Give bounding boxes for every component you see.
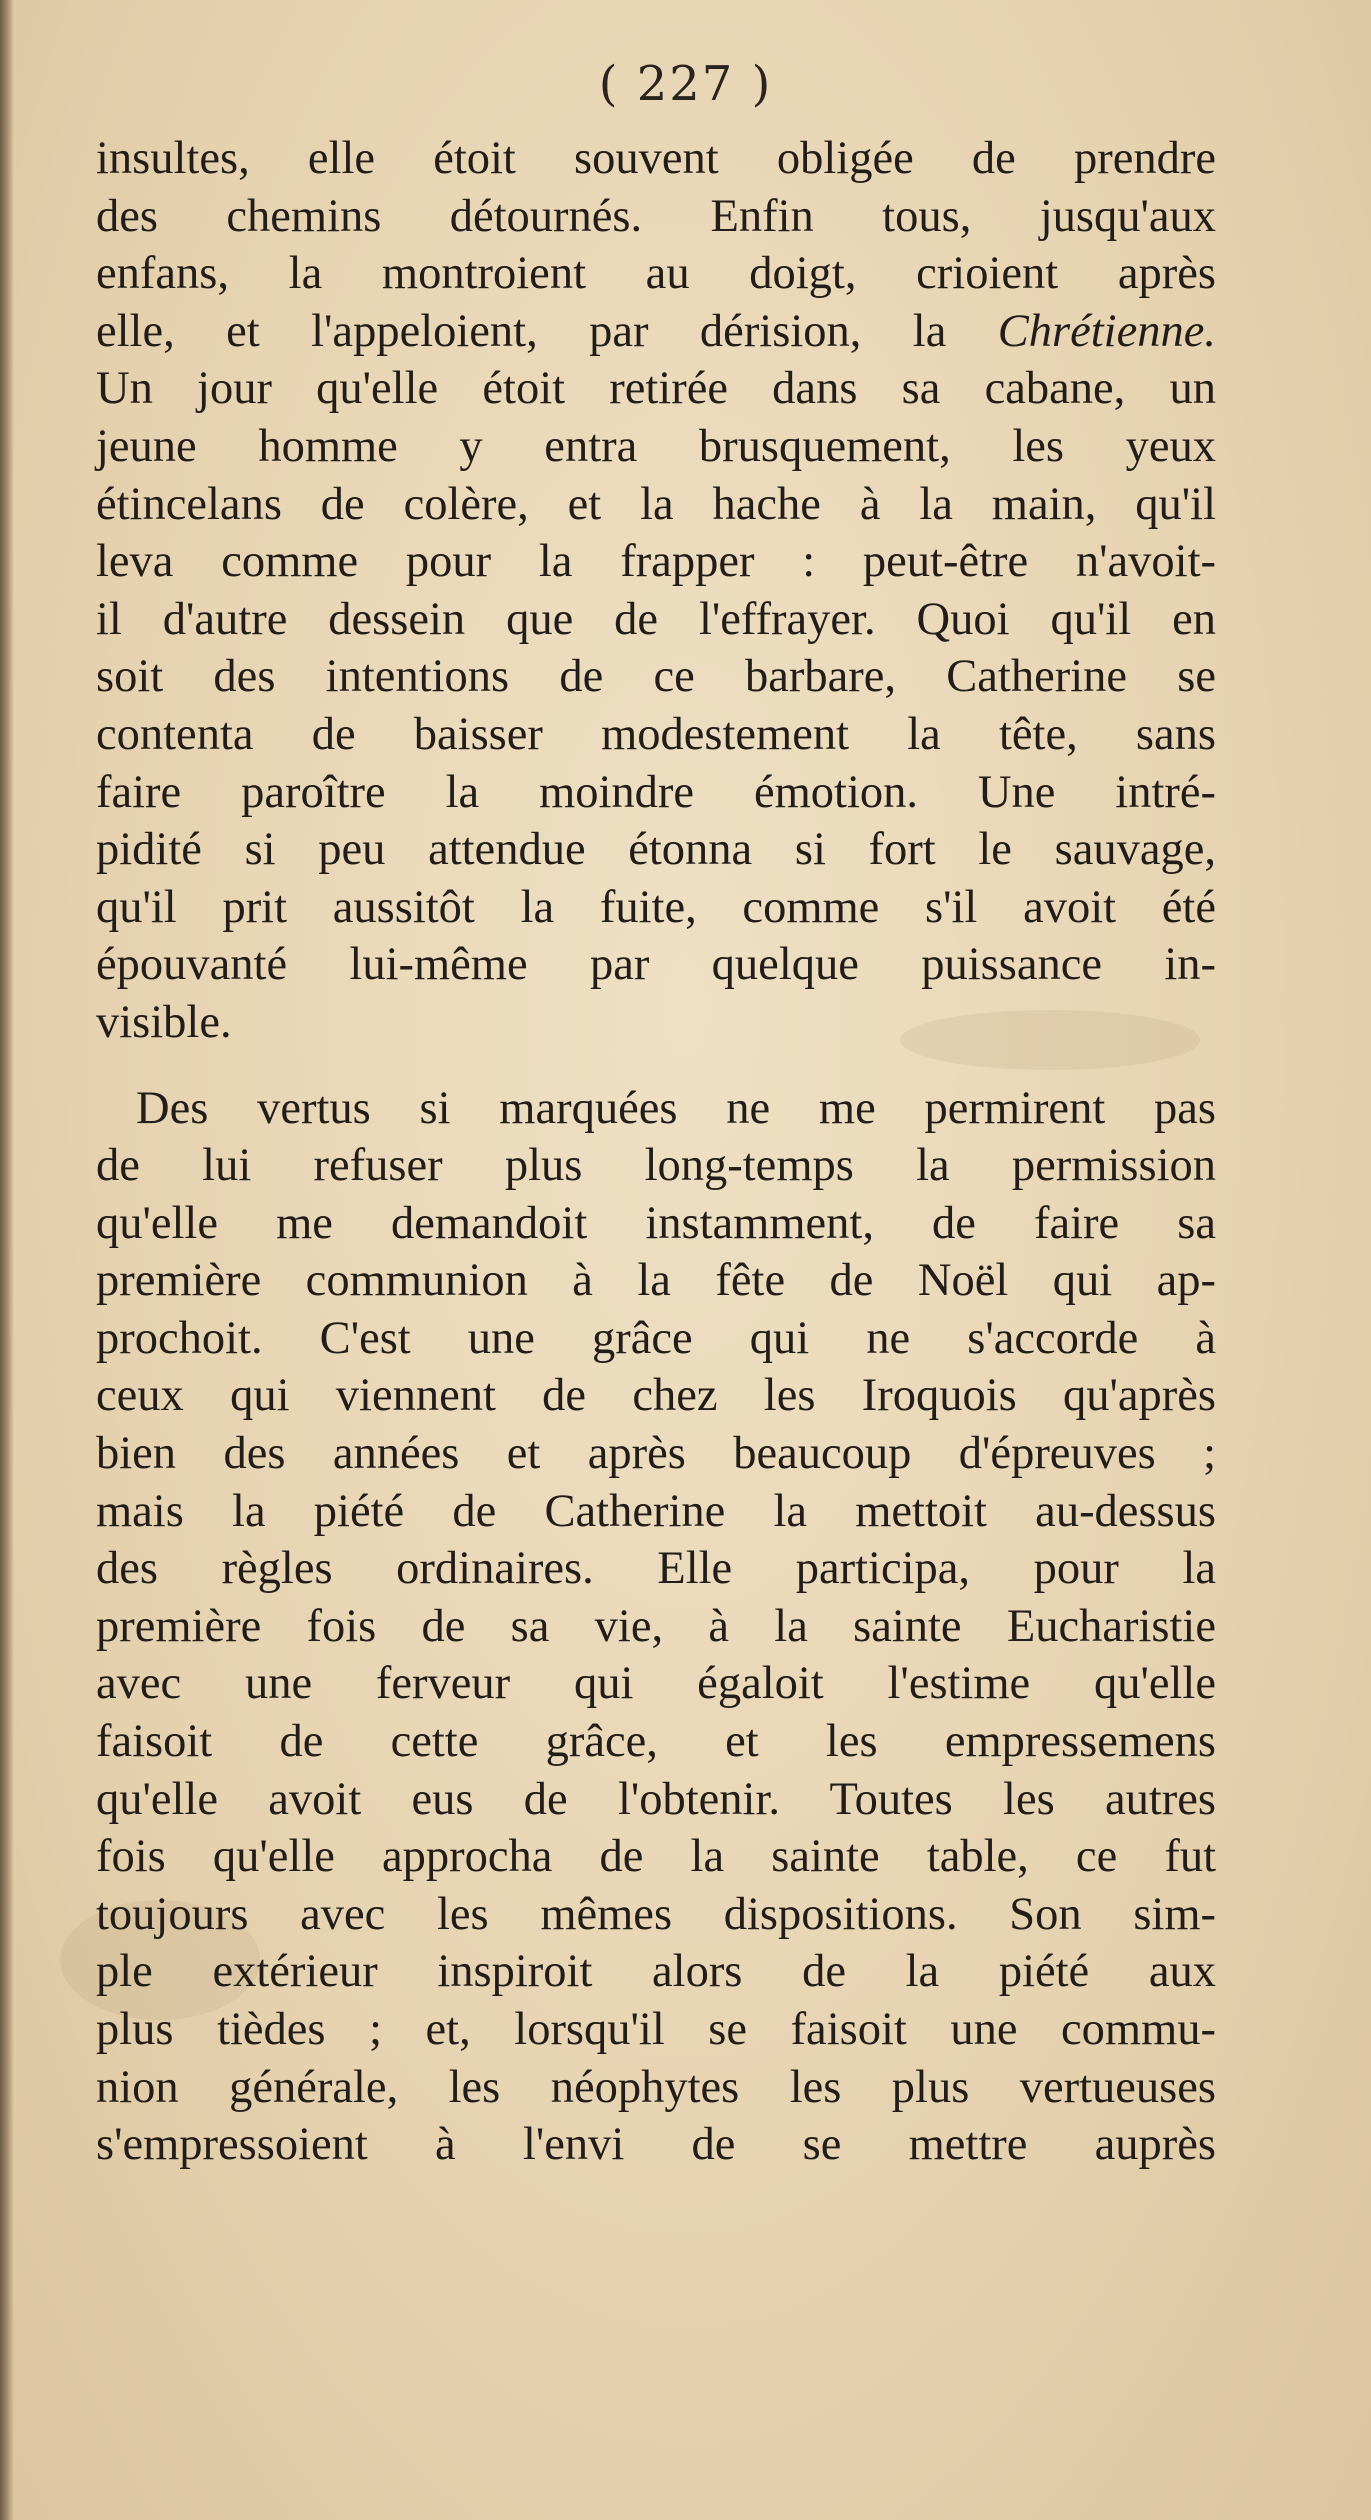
text-line: de lui refuser plus long-temps la permission [96, 1140, 1216, 1192]
text-line: insultes, elle étoit souvent obligée de prendre [96, 133, 1216, 184]
text-line: fois qu'elle approcha de la sainte table, ce fut [96, 1831, 1216, 1883]
text-line: mais la piété de Catherine la mettoit au-dessus [96, 1485, 1216, 1537]
text-line: Un jour qu'elle étoit retirée dans sa cabane, un [96, 363, 1216, 415]
text-line: ceux qui viennent de chez les Iroquois qu'après [96, 1370, 1216, 1422]
text-line: s'empressoient à l'envi de se mettre auprès [96, 2119, 1216, 2171]
text-line: faisoit de cette grâce, et les empressemens [96, 1716, 1216, 1768]
text-line: visible. [96, 996, 232, 1048]
text-line: toujours avec les mêmes dispositions. Son sim- [96, 1888, 1216, 1940]
text-line: Des vertus si marquées ne me permirent pas [136, 1082, 1216, 1134]
text-line: leva comme pour la frapper : peut-être n'avoit- [96, 536, 1216, 588]
text-line: première fois de sa vie, à la sainte Eucharistie [96, 1600, 1216, 1652]
text-line: des chemins détournés. Enfin tous, jusqu'aux [96, 190, 1216, 242]
text-line: prochoit. C'est une grâce qui ne s'accorde à [96, 1312, 1216, 1364]
text-line: plus tièdes ; et, lorsqu'il se faisoit une commu- [96, 2004, 1216, 2055]
page-text [96, 130, 1216, 2174]
text-line: faire paroître la moindre émotion. Une intré- [96, 766, 1216, 818]
text-line: jeune homme y entra brusquement, les yeux [96, 420, 1216, 472]
text-line: pidité si peu attendue étonna si fort le sauvage, [96, 824, 1216, 876]
page-binding-edge [0, 0, 14, 2520]
emphasis-word: Chrétienne. [997, 305, 1217, 357]
text-line: bien des années et après beaucoup d'épreuves ; [96, 1428, 1216, 1480]
text-line: des règles ordinaires. Elle participa, pour la [96, 1543, 1216, 1595]
text-line: nion générale, les néophytes les plus vertueuses [96, 2061, 1216, 2113]
text-line: soit des intentions de ce barbare, Catherine se [96, 651, 1216, 703]
text-segment: elle, et l'appeloient, par dérision, la [96, 305, 947, 357]
text-line: avec une ferveur qui égaloit l'estime qu'elle [96, 1658, 1216, 1710]
paragraph-gap [96, 1052, 1216, 1080]
text-line: qu'elle avoit eus de l'obtenir. Toutes les autres [96, 1773, 1216, 1825]
text-line: enfans, la montroient au doigt, crioient après [96, 248, 1216, 300]
text-line: qu'il prit aussitôt la fuite, comme s'il avoit été [96, 881, 1216, 933]
text-line: il d'autre dessein que de l'effrayer. Quoi qu'il en [96, 593, 1216, 645]
text-line-with-emphasis [96, 303, 1216, 361]
text-line: contenta de baisser modestement la tête, sans [96, 708, 1216, 760]
text-line: ple extérieur inspiroit alors de la piété aux [96, 1946, 1216, 1998]
text-line: première communion à la fête de Noël qui ap- [96, 1255, 1216, 1307]
text-line: épouvanté lui-même par quelque puissance in- [96, 939, 1216, 991]
page-number: ( 227 ) [598, 56, 773, 112]
text-line: étincelans de colère, et la hache à la main, qu'il [96, 478, 1216, 530]
text-line: qu'elle me demandoit instamment, de faire sa [96, 1197, 1216, 1249]
